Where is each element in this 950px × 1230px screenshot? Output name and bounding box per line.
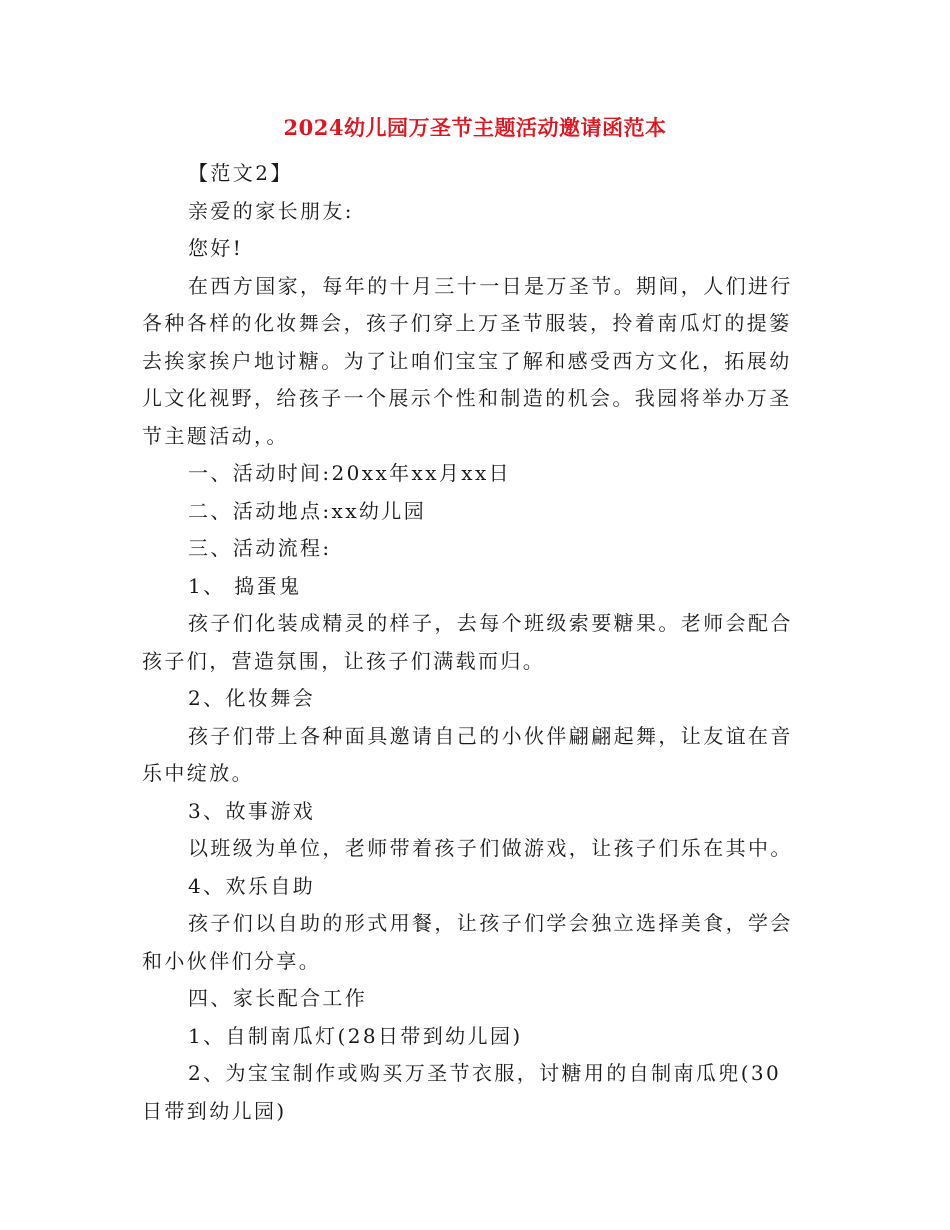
paragraph-sample-label: 【范文2】 — [188, 161, 293, 185]
paragraph-item-1-text: 孩子们化装成精灵的样子，去每个班级索要糖果。老师会配合孩子们，营造氛围，让孩子们满载而归。 — [142, 611, 793, 673]
paragraph-item-4-text: 孩子们以自助的形式用餐，让孩子们学会独立选择美食，学会和小伙伴们分享。 — [142, 911, 793, 973]
paragraph-item-4-heading: 4、欢乐自助 — [188, 873, 316, 898]
paragraph-activity-location: 二、活动地点:xx幼儿园 — [188, 498, 427, 523]
paragraph-item-2-text: 孩子们带上各种面具邀请自己的小伙伴翩翩起舞，让友谊在音乐中绽放。 — [142, 723, 793, 785]
document-title: 2024幼儿园万圣节主题活动邀请函范本 — [283, 115, 667, 140]
paragraph-activity-time: 一、活动时间:20xx年xx月xx日 — [188, 461, 512, 485]
paragraph-salutation: 亲爱的家长朋友: — [188, 198, 354, 223]
paragraph-item-2-heading: 2、化妆舞会 — [188, 686, 316, 710]
paragraph-greeting: 您好! — [188, 236, 244, 260]
paragraph-parent-task-2: 2、为宝宝制作或购买万圣节衣服，讨糖用的自制南瓜兜(30日带到幼儿园) — [142, 1061, 782, 1123]
paragraph-parent-task-1: 1、自制南瓜灯(28日带到幼儿园) — [188, 1023, 523, 1048]
paragraph-activity-process-heading: 三、活动流程: — [188, 536, 332, 560]
paragraph-item-3-text: 以班级为单位，老师带着孩子们做游戏，让孩子们乐在其中。 — [188, 836, 793, 860]
paragraph-item-3-heading: 3、故事游戏 — [188, 798, 316, 823]
paragraph-parent-cooperation-heading: 四、家长配合工作 — [188, 986, 368, 1010]
paragraph-intro: 在西方国家，每年的十月三十一日是万圣节。期间，人们进行各种各样的化妆舞会，孩子们穿上万圣节服装，拎着南瓜灯的提篓去挨家挨户地讨糖。为了让咱们宝宝了解和感受西方文化，拓展幼儿文化视野，给孩子一个展示个性和制造的机会。我园将举办万圣节主题活动，。 — [142, 273, 793, 448]
document-body — [142, 155, 802, 1130]
paragraph-item-1-heading: 1、 捣蛋鬼 — [188, 573, 302, 598]
